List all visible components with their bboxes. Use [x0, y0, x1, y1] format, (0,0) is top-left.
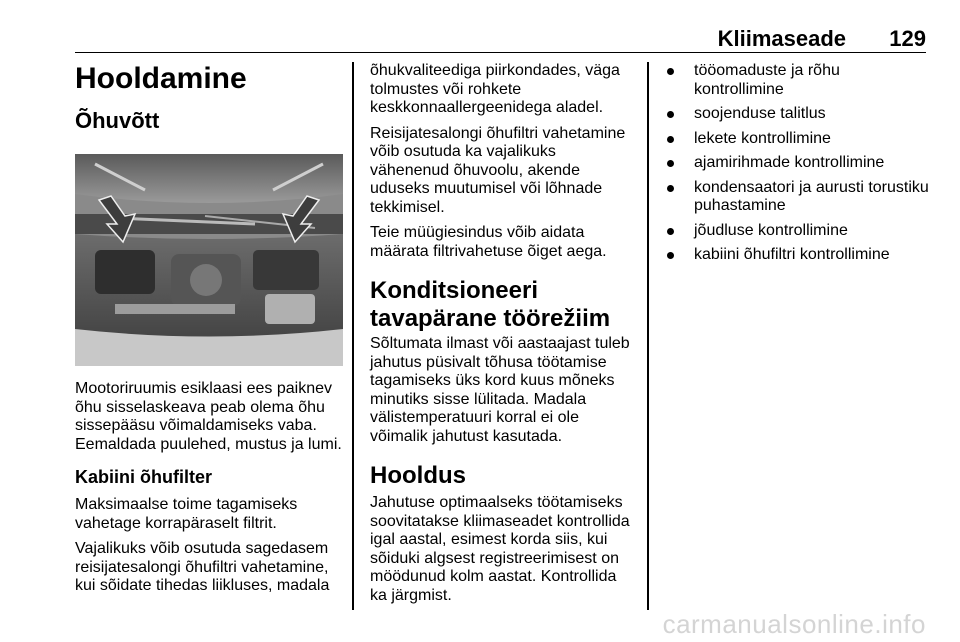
bullet-icon — [667, 185, 674, 192]
bullet-icon — [667, 228, 674, 235]
ac-operation-text: Sõltumata ilmast või aastaajast tuleb jahutus püsivalt tõhusa töötamise tagamiseks üks kord kuus mõneks minutiks sisse lülitada. Madala välistemperatuuri korral ei ole võimalik jahutust kasutada. — [370, 335, 630, 445]
page-number: 129 — [889, 26, 926, 51]
air-intake-text: Mootoriruumis esiklaasi ees paiknev õhu sisselaskeava peab olema õhu sissepääsu võimaldamiseks vaba. Eemaldada puulehed, mustus ja lumi. — [75, 380, 342, 453]
subheading-cabin-filter: Kabiini õhufilter — [75, 467, 212, 487]
bullet-icon — [667, 68, 674, 75]
service-checklist — [664, 62, 934, 265]
service-text: Jahutuse optimaalseks töötamiseks soovitatakse kliimaseadet kontrollida igal aastal, esimest korda siis, kui sõiduki algsest registreerimisest on möödunud kolm aastat. Kontrollida ka järgmist. — [370, 494, 630, 604]
subheading-ac-operation: Konditsioneeri tavapärane töörežiim — [370, 277, 611, 332]
engine-bay-photo — [75, 154, 343, 366]
bullet-icon — [667, 160, 674, 167]
list-item: kondensaatori ja aurusti torustiku puhastamine — [664, 179, 934, 216]
column-divider — [352, 62, 354, 610]
bullet-icon — [667, 111, 674, 118]
page-header — [75, 24, 926, 53]
subheading-service: Hooldus — [370, 462, 466, 489]
column-3 — [664, 62, 934, 271]
bullet-icon — [667, 252, 674, 259]
page-heading: Hooldamine — [75, 62, 247, 95]
bullet-icon — [667, 136, 674, 143]
cabin-filter-text-4: Reisijatesalongi õhufiltri vahetamine võib osutuda ka vajalikuks vähenenud õhuvoolu, akende uduseks muutumisel või lõhnade tekkimisel. — [370, 124, 626, 216]
list-item: soojenduse talitlus — [664, 105, 934, 124]
column-2 — [370, 62, 636, 605]
list-item: jõudluse kontrollimine — [664, 222, 934, 241]
cabin-filter-text-5: Teie müügiesindus võib aidata määrata filtrivahetuse õiget aega. — [370, 224, 607, 260]
column-divider — [647, 62, 649, 610]
list-item: kabiini õhufiltri kontrollimine — [664, 246, 934, 265]
watermark: carmanualsonline.info — [662, 609, 926, 639]
cabin-filter-text-2: Vajalikuks võib osutuda sagedasem reisijatesalongi õhufiltri vahetamine, kui sõidate tihedas liikluses, madala — [75, 540, 330, 594]
subheading-air-intake: Õhuvõtt — [75, 108, 160, 133]
list-item: ajamirihmade kontrollimine — [664, 154, 934, 173]
cabin-filter-text-1: Maksimaalse toime tagamiseks vahetage korrapäraselt filtrit. — [75, 496, 298, 532]
cabin-filter-text-3: õhukvaliteediga piirkondades, väga tolmustes või rohkete keskkonnaallergeenidega aladel. — [370, 62, 620, 116]
column-1 — [75, 62, 343, 596]
list-item: tööomaduste ja rõhu kontrollimine — [664, 62, 934, 99]
section-title: Kliimaseade — [717, 26, 846, 51]
list-item: lekete kontrollimine — [664, 130, 934, 149]
